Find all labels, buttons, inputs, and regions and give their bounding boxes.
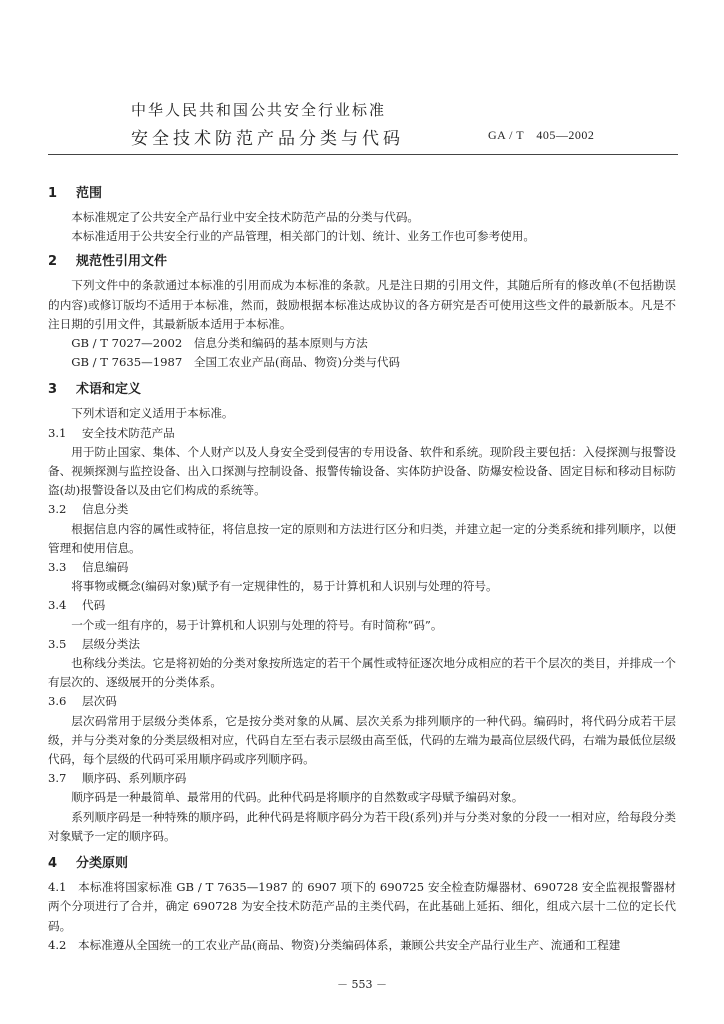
page-number: － 553 － [337,978,387,991]
paragraph: 本标准适用于公共安全行业的产品管理，相关部门的计划、统计、业务工作也可参考使用。 [71,229,535,244]
term-definition: 系列顺序码是一种特殊的顺序码，此种代码是将顺序码分为若干段(系列)并与分类对象的分段一一相对应，给每段分类对象赋予一定的顺序码。 [48,809,676,843]
clause: 4.1 本标准将国家标准 GB / T 7635—1987 的 6907 项下的 690725 安全检查防爆器材、690728 安全监视报警器材两个分项进行了合并，确定 690728 为安全技术防范产品的主类代码，在此基础上延拓、细化，组成六层十二位的定长代码。 [48,880,676,933]
term-definition: 顺序码是一种最简单、最常用的代码。此种代码是将顺序的自然数或字母赋予编码对象。 [71,790,524,805]
section-heading-3: 3 术语和定义 [48,382,142,398]
term-definition: 也称线分类法。它是将初始的分类对象按所选定的若干个属性或特征逐次地分成相应的若干个层次的类目，并排成一个有层次的、逐级展开的分类体系。 [48,656,676,690]
paragraph: 下列文件中的条款通过本标准的引用而成为本标准的条款。凡是注日期的引用文件，其随后所有的修改单(不包括勘误的内容)或修订版均不适用于本标准，然而，鼓励根据本标准达成协议的各方研究是否可使用这些文件的最新版本。凡是不注日期的引用文件，其最新版本适用于本标准。 [48,278,676,331]
reference-item: GB / T 7635—1987 全国工农业产品(商品、物资)分类与代码 [71,355,401,370]
term-heading: 3.7 顺序码、系列顺序码 [48,771,187,786]
standard-code: GA / T 405—2002 [488,128,595,142]
page-title: 安全技术防范产品分类与代码 [131,129,404,149]
reference-item: GB / T 7027—2002 信息分类和编码的基本原则与方法 [71,336,368,351]
term-heading: 3.5 层级分类法 [48,636,140,651]
section-heading-2: 2 规范性引用文件 [48,254,168,270]
term-definition: 层次码常用于层级分类体系，它是按分类对象的从属、层次关系为排列顺序的一种代码。编码时，将代码分成若干层级，并与分类对象的分类层级相对应，代码自左至右表示层级由高至低，代码的左端为最高位层级代码，右端为最低位层级代码，每个层级的代码可采用顺序码或序列顺序码。 [48,713,676,767]
document-body [48,180,676,955]
term-heading: 3.1 安全技术防范产品 [48,425,175,440]
term-heading: 3.2 信息分类 [48,502,129,517]
standard-category: 中华人民共和国公共安全行业标准 [131,101,387,119]
paragraph: 下列术语和定义适用于本标准。 [71,406,234,421]
term-definition: 用于防止国家、集体、个人财产以及人身安全受到侵害的专用设备、软件和系统。现阶段主要包括：入侵探测与报警设备、视频探测与监控设备、出入口探测与控制设备、报警传输设备、实体防护设备、防爆安检设备、固定目标和移动目标防盗(劫)报警设备以及由它们构成的系统等。 [48,444,676,498]
header-divider [48,154,678,155]
section-heading-1: 1 范围 [48,186,103,201]
term-definition: 根据信息内容的属性或特征，将信息按一定的原则和方法进行区分和归类，并建立起一定的分类系统和排列顺序，以便管理和使用信息。 [48,521,676,555]
term-definition: 一个或一组有序的，易于计算机和人识别与处理的符号。有时简称“码”。 [71,617,443,632]
section-heading-4: 4 分类原则 [48,856,129,872]
term-definition: 将事物或概念(编码对象)赋予有一定规律性的，易于计算机和人识别与处理的符号。 [71,579,498,594]
term-heading: 3.3 信息编码 [48,560,129,575]
term-heading: 3.4 代码 [48,598,106,613]
clause: 4.2 本标准遵从全国统一的工农业产品(商品、物资)分类编码体系，兼顾公共安全产品行业生产、流通和工程建 [48,937,621,952]
term-heading: 3.6 层次码 [48,694,117,709]
paragraph: 本标准规定了公共安全产品行业中安全技术防范产品的分类与代码。 [71,210,420,224]
